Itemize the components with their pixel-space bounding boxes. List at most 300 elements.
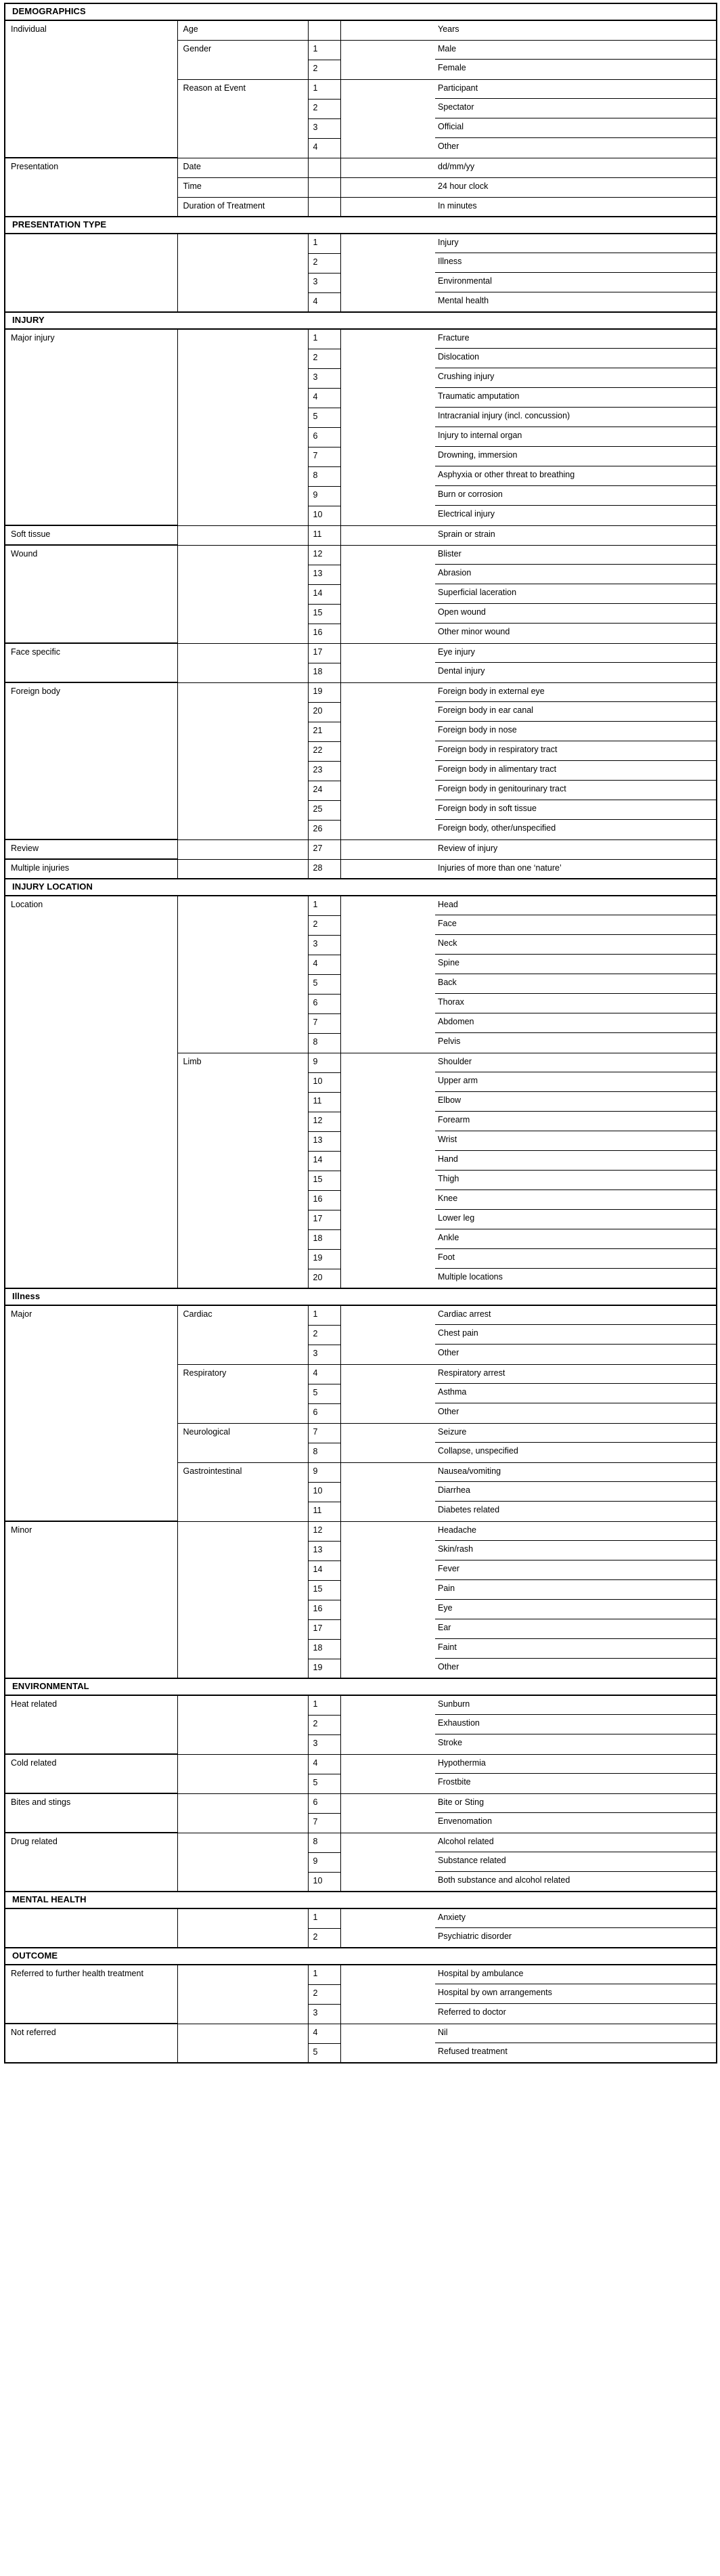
group-label: Review — [11, 844, 39, 853]
description-cell — [432, 1092, 717, 1112]
code-value: 13 — [313, 1544, 323, 1554]
subgroup-label-cell — [177, 1754, 308, 1793]
spacer-cell — [340, 1502, 432, 1521]
section-title: DEMOGRAPHICS — [12, 6, 86, 16]
description-top-rule — [435, 859, 717, 860]
code-cell — [308, 138, 340, 158]
description-cell — [432, 1659, 717, 1678]
subgroup-label — [178, 2024, 308, 2028]
description-cell — [432, 896, 717, 915]
spacer-cell — [340, 329, 432, 349]
description-top-rule — [435, 40, 717, 41]
description-top-rule — [435, 1521, 717, 1522]
description-cell — [432, 1325, 717, 1345]
code-value: 6 — [313, 1407, 318, 1417]
description-value: Bite or Sting — [438, 1797, 485, 1807]
spacer-cell — [340, 466, 432, 486]
description-top-rule — [435, 1812, 717, 1813]
code-cell — [308, 1928, 340, 1948]
subgroup-label-cell — [177, 40, 308, 79]
description-top-rule — [435, 1638, 717, 1639]
code-cell — [308, 466, 340, 486]
spacer-cell — [340, 79, 432, 99]
spacer-cell — [340, 525, 432, 545]
spacer-cell — [340, 234, 432, 253]
group-label: Major — [11, 1309, 32, 1319]
code-value: 7 — [313, 450, 318, 460]
spacer-cell — [340, 545, 432, 565]
code-value: 14 — [313, 1564, 323, 1574]
code-cell — [308, 702, 340, 722]
description-top-rule — [435, 20, 717, 21]
code-value: 19 — [313, 1662, 323, 1672]
code-value: 8 — [313, 1446, 318, 1456]
description-top-rule — [435, 1170, 717, 1171]
section-title-cell — [5, 312, 717, 329]
table-row — [5, 1908, 717, 1928]
code-value: 13 — [313, 1135, 323, 1145]
spacer-cell — [340, 820, 432, 839]
subgroup-label-cell — [177, 839, 308, 859]
description-top-rule — [435, 446, 717, 447]
description-value: Hypothermia — [438, 1758, 486, 1768]
code-cell — [308, 994, 340, 1013]
section-title-cell — [5, 1678, 717, 1695]
code-value: 2 — [313, 102, 318, 112]
section-title: ENVIRONMENTAL — [12, 1681, 89, 1691]
code-value: 15 — [313, 607, 323, 617]
description-cell — [432, 253, 717, 273]
code-cell — [308, 1171, 340, 1190]
section-title-cell — [5, 1892, 717, 1908]
description-value: Stroke — [438, 1738, 463, 1747]
code-value: 12 — [313, 548, 323, 559]
spacer-cell — [340, 1443, 432, 1462]
description-cell — [432, 1928, 717, 1948]
description-value: Drowning, immersion — [438, 450, 518, 460]
description-cell — [432, 486, 717, 506]
spacer-cell — [340, 1774, 432, 1793]
description-top-rule — [435, 1209, 717, 1210]
description-cell — [432, 1754, 717, 1774]
description-top-rule — [435, 1793, 717, 1794]
spacer-cell — [340, 40, 432, 60]
description-value: Other — [438, 1662, 459, 1672]
description-top-rule — [435, 329, 717, 330]
code-value: 5 — [313, 2047, 318, 2057]
description-value: Dental injury — [438, 666, 485, 676]
spacer-cell — [340, 1715, 432, 1734]
description-top-rule — [435, 682, 717, 683]
description-value: Foreign body in genitourinary tract — [438, 784, 566, 793]
description-top-rule — [435, 1150, 717, 1151]
section-title-cell — [5, 1948, 717, 1965]
code-cell — [308, 1305, 340, 1325]
spacer-cell — [340, 408, 432, 427]
subgroup-label-cell — [177, 545, 308, 643]
description-top-rule — [435, 1111, 717, 1112]
description-value: Foreign body in ear canal — [438, 705, 534, 715]
description-cell — [432, 408, 717, 427]
description-cell — [432, 2043, 717, 2063]
subgroup-label-cell — [177, 1695, 308, 1754]
description-top-rule — [435, 1248, 717, 1249]
description-value: Knee — [438, 1194, 458, 1203]
group-label-cell — [5, 643, 177, 682]
subgroup-label-cell — [177, 177, 308, 197]
group-label-cell — [5, 1793, 177, 1833]
code-value: 26 — [313, 823, 323, 833]
description-cell — [432, 1462, 717, 1482]
description-cell — [432, 859, 717, 879]
code-value: 4 — [313, 391, 318, 401]
code-value: 2 — [313, 1328, 318, 1338]
description-cell — [432, 1813, 717, 1833]
code-cell — [308, 388, 340, 408]
description-value: Substance related — [438, 1856, 506, 1865]
description-top-rule — [435, 485, 717, 486]
spacer-cell — [340, 1325, 432, 1345]
spacer-cell — [340, 1131, 432, 1151]
description-value: Psychiatric disorder — [438, 1931, 512, 1941]
code-cell — [308, 1249, 340, 1269]
description-top-rule — [435, 623, 717, 624]
description-value: Elbow — [438, 1095, 462, 1105]
description-cell — [432, 545, 717, 565]
description-top-rule — [435, 1423, 717, 1424]
description-cell — [432, 1774, 717, 1793]
code-cell — [308, 158, 340, 177]
description-cell — [432, 40, 717, 60]
description-top-rule — [435, 545, 717, 546]
description-top-rule — [435, 79, 717, 80]
description-top-rule — [435, 721, 717, 722]
description-value: Forearm — [438, 1115, 470, 1125]
section-title-cell — [5, 3, 717, 20]
code-cell — [308, 624, 340, 643]
description-value: Chest pain — [438, 1328, 478, 1338]
spacer-cell — [340, 1872, 432, 1892]
description-value: Foreign body in external eye — [438, 686, 545, 696]
spacer-cell — [340, 1754, 432, 1774]
description-cell — [432, 1872, 717, 1892]
description-cell — [432, 565, 717, 584]
description-cell — [432, 329, 717, 349]
description-cell — [432, 955, 717, 974]
description-top-rule — [435, 662, 717, 663]
code-value — [309, 198, 340, 202]
description-value: Refused treatment — [438, 2047, 508, 2056]
description-cell — [432, 1305, 717, 1325]
code-value: 5 — [313, 1777, 318, 1787]
code-cell — [308, 1364, 340, 1384]
code-value: 20 — [313, 705, 323, 716]
spacer-cell — [340, 839, 432, 859]
description-top-rule — [435, 1344, 717, 1345]
spacer-cell — [340, 368, 432, 388]
code-cell — [308, 1541, 340, 1560]
description-value: Seizure — [438, 1426, 467, 1437]
code-value: 10 — [313, 509, 323, 519]
spacer-cell — [340, 1984, 432, 2004]
code-value: 7 — [313, 1426, 318, 1437]
table-row — [5, 158, 717, 177]
code-value: 10 — [313, 1485, 323, 1496]
description-value: Participant — [438, 83, 478, 93]
subgroup-label-cell — [177, 20, 308, 40]
code-cell — [308, 1965, 340, 1984]
table-row — [5, 1754, 717, 1774]
subgroup-label — [178, 840, 308, 844]
subgroup-label-cell — [177, 2024, 308, 2063]
spacer-cell — [340, 1695, 432, 1715]
code-cell — [308, 1151, 340, 1171]
code-cell — [308, 820, 340, 839]
code-value: 3 — [313, 372, 318, 382]
section-title: MENTAL HEALTH — [12, 1894, 87, 1904]
spacer-cell — [340, 1229, 432, 1249]
description-top-rule — [435, 1599, 717, 1600]
code-value: 3 — [313, 1738, 318, 1748]
code-value: 11 — [313, 1505, 322, 1515]
spacer-cell — [340, 1600, 432, 1619]
spacer-cell — [340, 1833, 432, 1852]
code-value: 18 — [313, 666, 323, 676]
group-label-cell — [5, 896, 177, 1288]
description-value: Ear — [438, 1623, 451, 1632]
subgroup-label — [178, 330, 308, 334]
spacer-cell — [340, 994, 432, 1013]
spacer-cell — [340, 1852, 432, 1872]
code-value: 1 — [313, 1913, 318, 1922]
description-cell — [432, 1190, 717, 1210]
code-cell — [308, 1443, 340, 1462]
group-label-cell — [5, 859, 177, 879]
description-top-rule — [435, 1268, 717, 1269]
description-value: Pelvis — [438, 1036, 461, 1046]
code-value: 9 — [313, 489, 318, 500]
group-label-cell — [5, 234, 177, 312]
subgroup-label: Duration of Treatment — [183, 200, 265, 211]
description-top-rule — [435, 564, 717, 565]
code-cell — [308, 197, 340, 217]
description-value: Other minor wound — [438, 627, 510, 636]
description-value: Years — [438, 24, 459, 34]
spacer-cell — [340, 1171, 432, 1190]
code-cell — [308, 1229, 340, 1249]
description-cell — [432, 643, 717, 663]
section-title-cell — [5, 879, 717, 896]
description-value: Cardiac arrest — [438, 1309, 491, 1319]
code-cell — [308, 1269, 340, 1288]
description-value: Intracranial injury (incl. concussion) — [438, 411, 570, 420]
description-cell — [432, 138, 717, 158]
description-value: Electrical injury — [438, 509, 495, 519]
description-cell — [432, 158, 717, 177]
description-cell — [432, 781, 717, 800]
code-value: 9 — [313, 1056, 318, 1066]
spacer-cell — [340, 1423, 432, 1443]
code-value: 1 — [313, 238, 318, 247]
description-value: Frostbite — [438, 1777, 471, 1787]
spacer-cell — [340, 506, 432, 525]
description-cell — [432, 1033, 717, 1053]
group-label: Presentation — [11, 162, 59, 171]
code-value: 3 — [313, 122, 318, 132]
description-cell — [432, 1580, 717, 1600]
code-value: 4 — [313, 2027, 318, 2037]
subgroup-label — [178, 234, 308, 238]
code-value: 23 — [313, 764, 323, 774]
code-value: 7 — [313, 1816, 318, 1827]
spacer-cell — [340, 486, 432, 506]
subgroup-label — [178, 1833, 308, 1837]
subgroup-label-cell — [177, 525, 308, 545]
group-label: Location — [11, 900, 43, 909]
description-cell — [432, 1423, 717, 1443]
code-value: 1 — [313, 1309, 318, 1319]
code-cell — [308, 79, 340, 99]
code-cell — [308, 1384, 340, 1403]
code-value: 5 — [313, 411, 318, 421]
code-cell — [308, 1580, 340, 1600]
description-cell — [432, 388, 717, 408]
code-value: 9 — [313, 1466, 318, 1476]
description-value: Male — [438, 43, 457, 53]
code-value: 6 — [313, 997, 318, 1007]
code-cell — [308, 781, 340, 800]
code-cell — [308, 1131, 340, 1151]
code-cell — [308, 839, 340, 859]
code-cell — [308, 408, 340, 427]
spacer-cell — [340, 1580, 432, 1600]
description-top-rule — [435, 1927, 717, 1928]
code-cell — [308, 1521, 340, 1541]
code-cell — [308, 60, 340, 79]
section-header-demographics — [5, 3, 717, 20]
description-value: Faint — [438, 1642, 457, 1652]
code-cell — [308, 99, 340, 118]
description-top-rule — [435, 760, 717, 761]
group-label-cell — [5, 1833, 177, 1892]
description-cell — [432, 1345, 717, 1364]
group-label: Heat related — [11, 1699, 58, 1709]
group-label: Wound — [11, 549, 38, 559]
code-cell — [308, 1423, 340, 1443]
description-top-rule — [435, 603, 717, 604]
description-value: Superficial laceration — [438, 588, 517, 597]
table-row — [5, 2024, 717, 2043]
spacer-cell — [340, 1928, 432, 1948]
code-cell — [308, 955, 340, 974]
spacer-cell — [340, 1151, 432, 1171]
spacer-cell — [340, 1013, 432, 1033]
spacer-cell — [340, 1305, 432, 1325]
group-label: Bites and stings — [11, 1797, 71, 1807]
subgroup-label-cell — [177, 682, 308, 839]
description-top-rule — [435, 819, 717, 820]
subgroup-label — [178, 896, 308, 900]
code-cell — [308, 1639, 340, 1659]
code-cell — [308, 1754, 340, 1774]
code-cell — [308, 545, 340, 565]
code-value: 6 — [313, 431, 318, 441]
spacer-cell — [340, 935, 432, 955]
code-cell — [308, 1774, 340, 1793]
code-cell — [308, 525, 340, 545]
description-cell — [432, 1695, 717, 1715]
subgroup-label-cell — [177, 1521, 308, 1678]
subgroup-label — [178, 1794, 308, 1798]
group-label: Cold related — [11, 1758, 57, 1768]
description-value: Crushing injury — [438, 372, 495, 381]
code-value: 5 — [313, 978, 318, 988]
description-value: Fracture — [438, 333, 470, 343]
subgroup-label-cell — [177, 79, 308, 158]
subgroup-label: Reason at Event — [183, 83, 246, 93]
description-cell — [432, 1965, 717, 1984]
spacer-cell — [340, 1659, 432, 1678]
description-value: Alcohol related — [438, 1836, 494, 1846]
spacer-cell — [340, 1269, 432, 1288]
description-value: Lower leg — [438, 1213, 475, 1223]
code-value: 10 — [313, 1875, 323, 1885]
description-value: Anxiety — [438, 1913, 466, 1922]
group-label: Referred to further health treatment — [11, 1969, 143, 1978]
spacer-cell — [340, 1210, 432, 1229]
table-row — [5, 839, 717, 859]
code-cell — [308, 682, 340, 702]
code-cell — [308, 722, 340, 741]
description-cell — [432, 839, 717, 859]
spacer-cell — [340, 20, 432, 40]
spacer-cell — [340, 722, 432, 741]
code-value: 16 — [313, 627, 323, 637]
table-row — [5, 234, 717, 253]
table-row — [5, 682, 717, 702]
description-cell — [432, 1793, 717, 1813]
code-cell — [308, 506, 340, 525]
description-cell — [432, 1852, 717, 1872]
code-cell — [308, 1013, 340, 1033]
subgroup-label — [178, 644, 308, 648]
description-value: Injuries of more than one ‘nature’ — [438, 863, 562, 873]
subgroup-label-cell — [177, 896, 308, 1053]
description-cell — [432, 506, 717, 525]
spacer-cell — [340, 1112, 432, 1131]
group-label — [5, 1909, 177, 1913]
subgroup-label-cell — [177, 329, 308, 525]
spacer-cell — [340, 1560, 432, 1580]
code-cell — [308, 896, 340, 915]
description-cell — [432, 292, 717, 312]
code-value: 13 — [313, 568, 323, 578]
description-cell — [432, 1560, 717, 1580]
spacer-cell — [340, 1619, 432, 1639]
description-cell — [432, 1269, 717, 1288]
code-cell — [308, 1695, 340, 1715]
spacer-cell — [340, 427, 432, 447]
table-row — [5, 1833, 717, 1852]
spacer-cell — [340, 2004, 432, 2024]
spacer-cell — [340, 1965, 432, 1984]
code-value: 11 — [313, 1095, 322, 1106]
spacer-cell — [340, 99, 432, 118]
group-label-cell — [5, 1305, 177, 1521]
section-title-cell — [5, 217, 717, 234]
code-value: 2 — [313, 63, 318, 73]
description-value: Foreign body, other/unspecified — [438, 823, 556, 833]
